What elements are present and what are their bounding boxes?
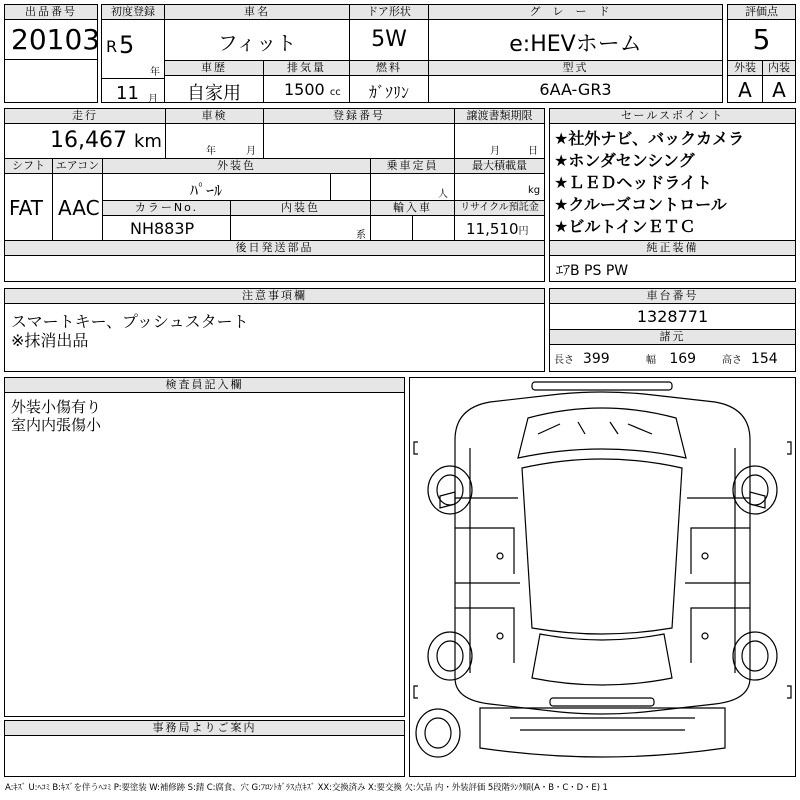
history: 自家用 [187,83,241,104]
score: 5 [752,23,771,56]
insp-year: 年 [206,146,216,157]
displacement-cell [263,60,350,103]
fuel-cell [349,60,429,103]
car-name-cell [164,4,350,61]
doors: 5W [371,27,407,52]
later-parts-box [4,240,545,282]
int-color-unit: 系 [356,230,366,241]
displacement: 1500 cc [284,80,341,99]
inspector-line: 室内内張傷小 [11,416,102,434]
insp-month: 月 [246,146,256,157]
doors-label: ドア形状 [350,5,428,20]
grade: e:HEVホーム [509,32,642,57]
legend: A:ｷｽﾞ U:ﾍｺﾐ B:ｷｽﾞを伴うﾍｺﾐ P:要塗装 W:補修跡 S:錆 C:腐食、穴 G:ﾌﾛﾝﾄｶﾞﾗｽ点ｷｽﾞ XX:交換済み X:要交換 欠:欠品 内・外装評価 5段階ﾗﾝｸ順(A・B・C・D・E) 1 [5,783,608,793]
mileage: 16,467 km [50,128,162,153]
sales-point: ★ホンダセンシング [554,151,695,170]
shift: FAT [9,196,44,220]
inspection-label: 車検 [166,109,263,124]
capacity-unit: 人 [438,189,448,200]
equipment-label: 純正装備 [550,241,795,256]
chassis-number: 1328771 [636,307,709,326]
notes-label: 注意事項欄 [5,289,544,304]
fuel: ｶﾞｿﾘﾝ [368,83,409,102]
history-cell [164,60,264,103]
car-diagram-box [409,377,796,777]
grade-cell [428,4,723,61]
chassis-box [549,288,796,372]
capacity-label: 乗車定員 [371,159,454,174]
score-label: 評価点 [728,5,795,20]
plate-label: 登録番号 [264,109,454,124]
grade-label: グレード [429,5,722,20]
int-grade: A [772,78,786,102]
int-color-label: 内装色 [231,201,370,216]
first-reg-label: 初度登録 [102,5,164,20]
office-label: 事務局よりご案内 [5,721,404,736]
era: R [106,37,118,56]
history-label: 車歴 [165,61,263,76]
ext-color-label: 外装色 [103,159,370,174]
inspector-label: 検査員記入欄 [5,378,404,393]
inspector-box [4,377,405,717]
ext-color: ﾊﾟｰﾙ [190,181,223,200]
sales-point: ★ビルトインＥＴＣ [554,217,696,236]
notes-line: スマートキー、プッシュスタート [11,312,249,331]
sales-points-label: セールスポイント [550,109,795,124]
equipment-value: ｴｱB PS PW [556,263,629,279]
later-parts-label: 後日発送部品 [5,241,544,256]
sales-point: ★社外ナビ、バックカメラ [554,129,745,148]
fuel-label: 燃料 [350,61,428,76]
max-load-unit: kg [528,185,541,196]
model-code: 6AA-GR3 [539,80,612,99]
transfer-label: 譲渡書類期限 [455,109,544,124]
car-name-label: 車名 [165,5,349,20]
transfer-month: 月 [490,146,500,157]
sales-point: ★ＬＥＤヘッドライト [554,173,712,192]
transfer-day: 日 [528,146,538,157]
notes-box [4,288,545,372]
import-label: 輸入車 [371,201,454,216]
lot-label: 出品番号 [5,5,97,20]
height: 高さ 154 [722,351,778,367]
max-load-label: 最大積載量 [455,159,544,174]
lot-number-empty [4,59,98,103]
lot-number-cell [4,4,101,60]
model-label: 型式 [429,61,722,76]
office-box [4,720,405,777]
ac-label: エアコン [53,159,102,174]
color-no-label: カラーNo. [103,201,230,216]
width: 幅 169 [646,351,697,367]
reg-month: 11 [116,83,139,104]
recycle: 11,510円 [466,220,529,238]
score-cell [727,4,796,61]
ext-grade: A [738,78,752,102]
chassis-label: 車台番号 [550,289,795,304]
equipment-box [549,240,796,282]
color-no: NH883P [130,219,195,238]
year-unit: 年 [150,67,160,78]
dims-label: 諸元 [550,329,795,345]
ext-label: 外装 [728,61,762,76]
month-unit: 月 [148,94,158,105]
sales-point: ★クルーズコントロール [554,195,727,214]
recycle-label: リサイクル預託金 [455,201,544,216]
ac: AAC [58,196,100,220]
reg-year: 5 [119,31,135,59]
lot-number: 20103 [11,23,101,56]
length: 長さ 399 [554,351,610,367]
displacement-label: 排気量 [264,61,349,76]
notes-line: ※抹消出品 [11,331,89,350]
model-cell [428,60,723,103]
first-registration-cell [101,4,165,103]
shift-label: シフト [5,159,52,174]
car-diagram [410,378,795,776]
doors-cell [349,4,429,61]
int-grade-cell [762,60,796,103]
inspector-line: 外装小傷有り [11,398,102,416]
sales-points-list [554,128,744,238]
mileage-label: 走行 [5,109,165,124]
sales-points-box [549,108,796,241]
ext-grade-cell [727,60,763,103]
int-label: 内装 [763,61,795,76]
car-name: フィット [217,31,297,55]
